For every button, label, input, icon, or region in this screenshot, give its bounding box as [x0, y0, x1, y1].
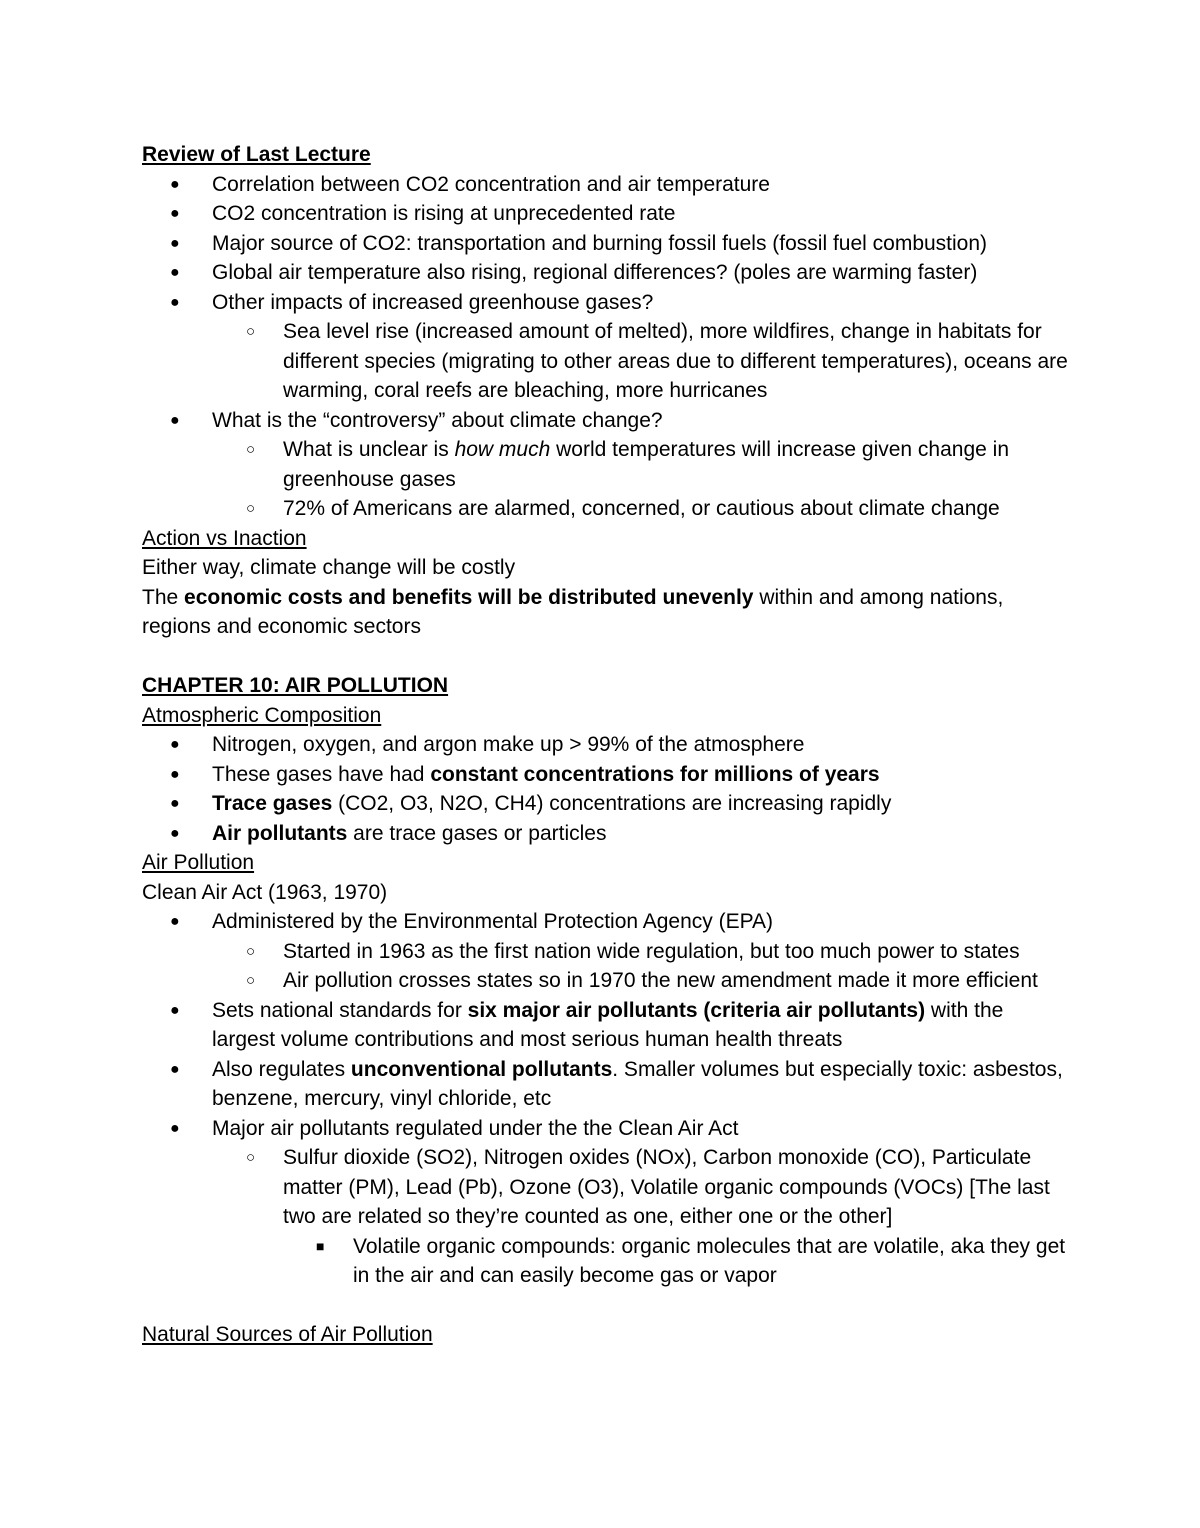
action-line-2: The economic costs and benefits will be distributed unevenly within and among nations, regions and economic sectors	[142, 585, 1004, 638]
list-item: ○ Air pollution crosses states so in 1970 the new amendment made it more efficient	[142, 966, 1072, 996]
list-item: ○ Started in 1963 as the first nation wide regulation, but too much power to states	[142, 937, 1072, 967]
circle-marker: ○	[246, 323, 256, 340]
list-item: ○ What is unclear is how much world temperatures will increase given change in greenhouse gases	[142, 435, 1072, 494]
bullet-marker: ●	[170, 411, 180, 429]
list-item: ● Nitrogen, oxygen, and argon make up > 99% of the atmosphere	[142, 730, 1072, 760]
blank-line	[142, 642, 1072, 672]
bullet-marker: ●	[170, 736, 180, 753]
square-marker: ■	[316, 1237, 325, 1254]
clean-air-act-line: Clean Air Act (1963, 1970)	[142, 880, 388, 904]
list-item: ■ Volatile organic compounds: organic molecules that are volatile, aka they get in the air and can easily become gas or vapor	[142, 1232, 1072, 1291]
atmos-list	[142, 730, 1072, 848]
bullet-marker: ●	[170, 1001, 180, 1019]
bullet-marker: ●	[170, 175, 180, 193]
circle-marker: ○	[246, 441, 256, 458]
circle-marker: ○	[246, 942, 256, 960]
document-content	[142, 140, 1072, 1350]
chapter-heading: CHAPTER 10: AIR POLLUTION	[142, 674, 449, 697]
list-item: ● What is the “controversy” about climate change?	[142, 406, 1072, 436]
list-item: ● Sets national standards for six major air pollutants (criteria air pollutants) with the largest volume contributions and most serious human health threats	[142, 996, 1072, 1055]
bullet-marker: ●	[170, 913, 180, 930]
action-heading: Action vs Inaction	[142, 526, 307, 550]
atmos-heading: Atmospheric Composition	[142, 703, 382, 727]
circle-marker: ○	[246, 500, 256, 517]
list-item: ● Also regulates unconventional pollutants. Smaller volumes but especially toxic: asbestos, benzene, mercury, vinyl chloride, etc	[142, 1055, 1072, 1114]
list-item: ● CO2 concentration is rising at unprecedented rate	[142, 199, 1072, 229]
list-item: ● Other impacts of increased greenhouse gases?	[142, 288, 1072, 318]
list-item: ● Global air temperature also rising, regional differences? (poles are warming faster)	[142, 258, 1072, 288]
bullet-marker: ●	[170, 1119, 180, 1137]
natural-sources-heading: Natural Sources of Air Pollution	[142, 1323, 433, 1346]
bullet-marker: ●	[170, 1060, 180, 1078]
bullet-marker: ●	[170, 293, 180, 311]
list-item: ● Trace gases (CO2, O3, N2O, CH4) concentrations are increasing rapidly	[142, 789, 1072, 819]
list-item: ● These gases have had constant concentrations for millions of years	[142, 760, 1072, 790]
bullet-marker: ●	[170, 795, 180, 812]
action-line-1: Either way, climate change will be costly	[142, 556, 516, 579]
list-item: ● Correlation between CO2 concentration and air temperature	[142, 170, 1072, 200]
circle-marker: ○	[246, 972, 256, 989]
list-item: ○ Sea level rise (increased amount of melted), more wildfires, change in habitats for different species (migrating to other areas due to different temperatures), oceans are warming, coral reefs are bleaching, more hurricanes	[142, 317, 1072, 406]
list-item: ● Major air pollutants regulated under the the Clean Air Act	[142, 1114, 1072, 1144]
list-item: ● Air pollutants are trace gases or particles	[142, 819, 1072, 849]
blank-line	[142, 1291, 1072, 1321]
bullet-marker: ●	[170, 205, 180, 222]
circle-marker: ○	[246, 1149, 256, 1166]
list-item: ● Administered by the Environmental Protection Agency (EPA)	[142, 907, 1072, 937]
review-list	[142, 170, 1072, 524]
review-heading: Review of Last Lecture	[142, 143, 371, 166]
bullet-marker: ●	[170, 824, 180, 842]
air-pollution-heading: Air Pollution	[142, 851, 255, 874]
bullet-marker: ●	[170, 264, 180, 281]
list-item: ● Major source of CO2: transportation and burning fossil fuels (fossil fuel combustion)	[142, 229, 1072, 259]
list-item: ○ Sulfur dioxide (SO2), Nitrogen oxides (NOx), Carbon monoxide (CO), Particulate matter (PM), Lead (Pb), Ozone (O3), Volatile organic compounds (VOCs) [The last two are related so they’re counted as one, either one or the other]	[142, 1143, 1072, 1232]
bullet-marker: ●	[170, 234, 180, 252]
list-item: ○ 72% of Americans are alarmed, concerned, or cautious about climate change	[142, 494, 1072, 524]
bullet-marker: ●	[170, 765, 180, 783]
clean-air-act-list	[142, 907, 1072, 1291]
